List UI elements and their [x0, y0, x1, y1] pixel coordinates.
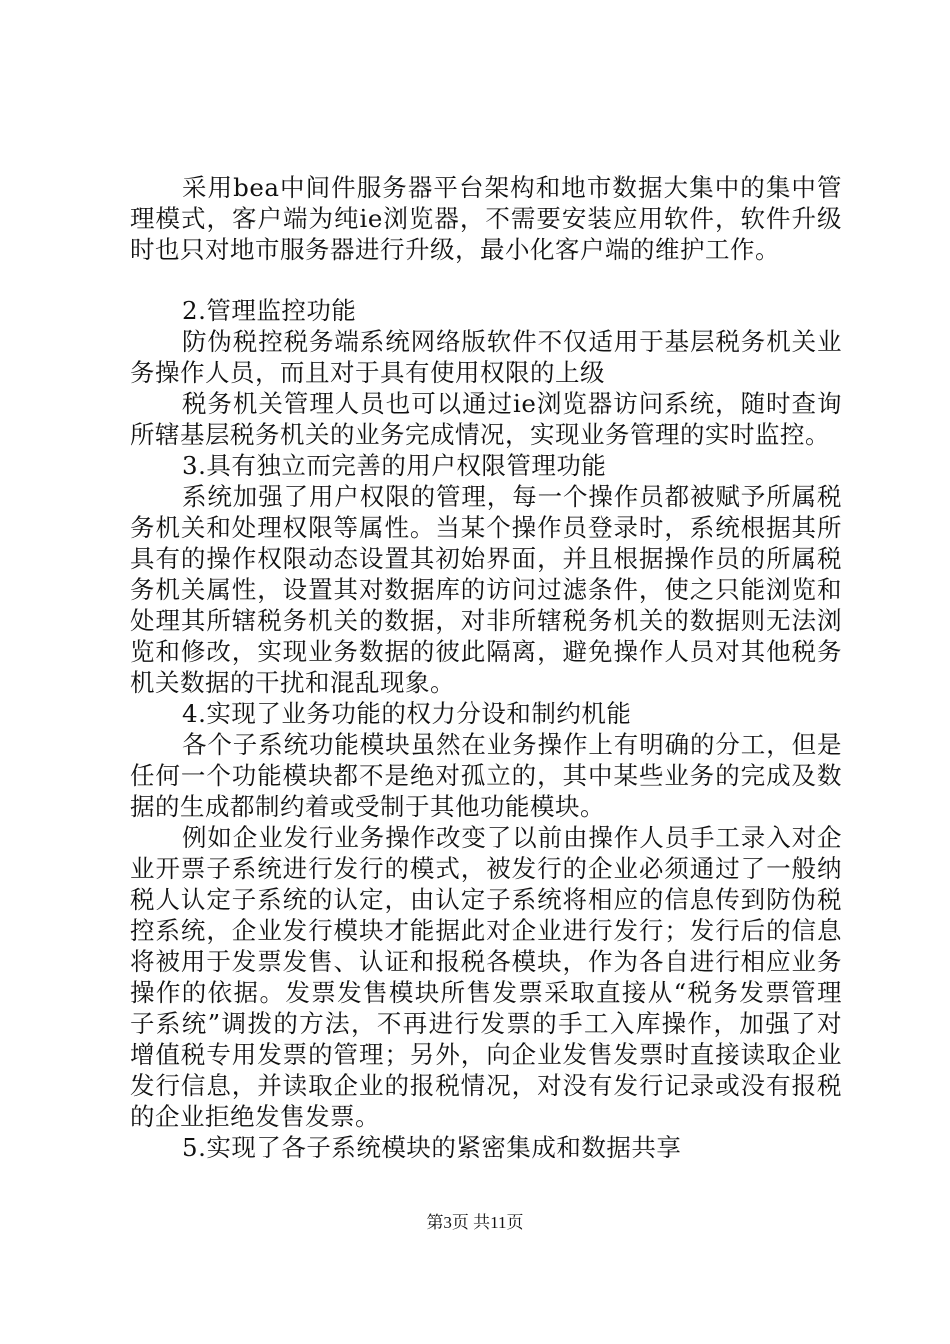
document-body	[130, 172, 842, 1163]
paragraph-permissions-detail: 系统加强了用户权限的管理，每一个操作员都被赋予所属税务机关和处理权限等属性。当某个操作员登录时，系统根据其所具有的操作权限动态设置其初始界面，并且根据操作员的所属税务机关属性，设置其对数据库的访问过滤条件，使之只能浏览和处理其所辖税务机关的数据，对非所辖税务机关的数据则无法浏览和修改，实现业务数据的彼此隔离，避免操作人员对其他税务机关数据的干扰和混乱现象。	[130, 482, 842, 697]
heading-integration: 5.实现了各子系统模块的紧密集成和数据共享	[182, 1133, 682, 1162]
page-number-label: 第3页 共11页	[426, 1213, 524, 1232]
page-footer	[0, 1212, 950, 1234]
paragraph-architecture: 采用bea中间件服务器平台架构和地市数据大集中的集中管理模式，客户端为纯ie浏览器，不需要安装应用软件，软件升级时也只对地市服务器进行升级，最小化客户端的维护工作。	[130, 173, 842, 264]
heading-management-monitoring: 2.管理监控功能	[182, 296, 357, 325]
heading-user-permissions: 3.具有独立而完善的用户权限管理功能	[182, 451, 607, 480]
paragraph-network-version: 防伪税控税务端系统网络版软件不仅适用于基层税务机关业务操作人员，而且对于具有使用权限的上级	[130, 327, 842, 387]
paragraph-module-division: 各个子系统功能模块虽然在业务操作上有明确的分工，但是任何一个功能模块都不是绝对孤立的，其中某些业务的完成及数据的生成都制约着或受制于其他功能模块。	[130, 730, 842, 821]
paragraph-superior-access: 税务机关管理人员也可以通过ie浏览器访问系统，随时查询所辖基层税务机关的业务完成情况，实现业务管理的实时监控。	[130, 389, 842, 449]
paragraph-enterprise-issuance: 例如企业发行业务操作改变了以前由操作人员手工录入对企业开票子系统进行发行的模式，被发行的企业必须通过了一般纳税人认定子系统的认定，由认定子系统将相应的信息传到防伪税控系统，企业发行模块才能据此对企业进行发行；发行后的信息将被用于发票发售、认证和报税各模块，作为各自进行相应业务操作的依据。发票发售模块所售发票采取直接从“税务发票管理子系统”调拨的方法，不再进行发票的手工入库操作，加强了对增值税专用发票的管理；另外，向企业发售发票时直接读取企业发行信息，并读取企业的报税情况，对没有发行记录或没有报税的企业拒绝发售发票。	[130, 823, 842, 1131]
heading-separation-of-powers: 4.实现了业务功能的权力分设和制约机能	[182, 699, 632, 728]
paragraph-gap	[130, 265, 842, 295]
